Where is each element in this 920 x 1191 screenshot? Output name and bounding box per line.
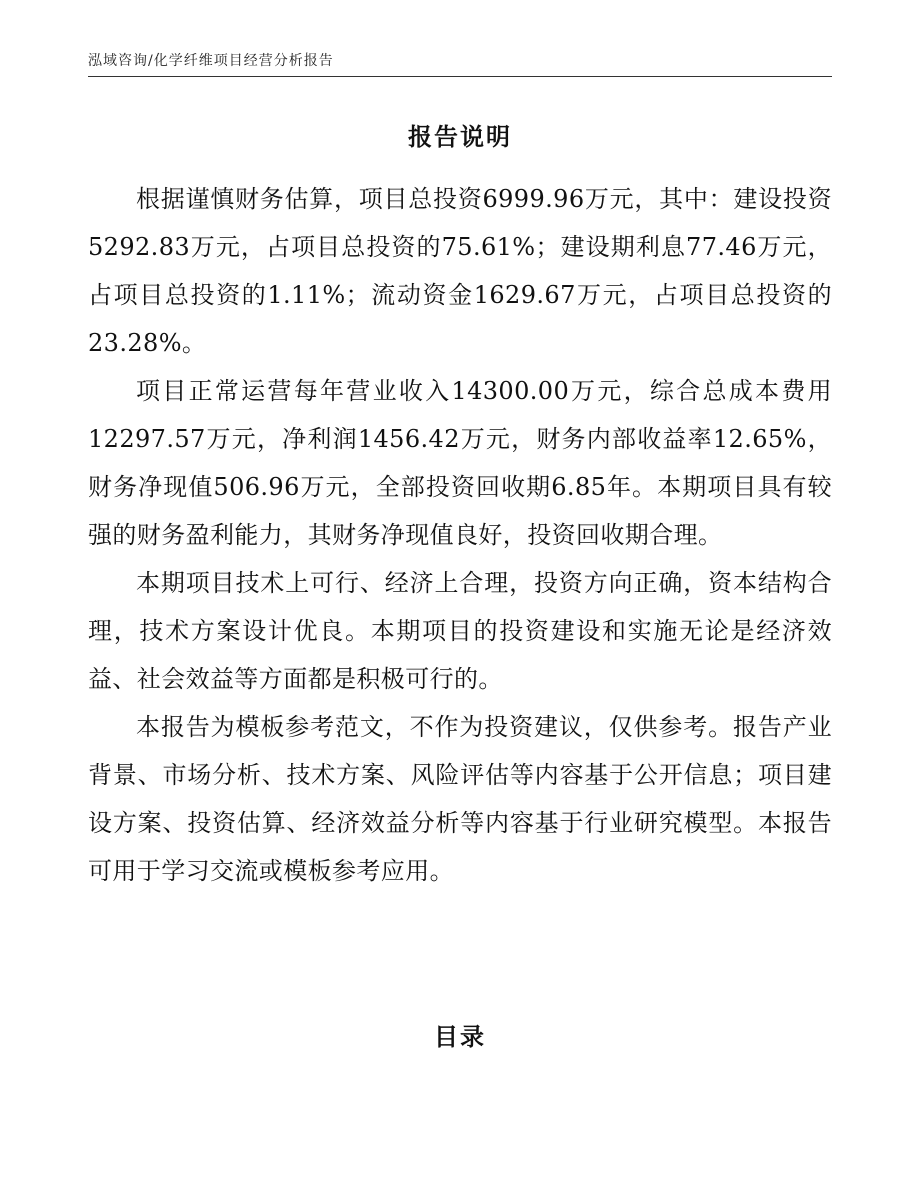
running-header: 泓域咨询/化学纤维项目经营分析报告 bbox=[88, 53, 334, 69]
header-divider bbox=[88, 76, 832, 77]
page-title: 报告说明 bbox=[408, 123, 512, 151]
paragraph-financials: 项目正常运营每年营业收入14300.00万元，综合总成本费用12297.57万元，净利润1456.42万元，财务内部收益率12.65%，财务净现值506.96万元，全部投资回收期6.85年。本期项目具有较强的财务盈利能力，其财务净现值良好，投资回收期合理。 bbox=[88, 377, 832, 549]
paragraph-disclaimer: 本报告为模板参考范文，不作为投资建议，仅供参考。报告产业背景、市场分析、技术方案、风险评估等内容基于公开信息；项目建设方案、投资估算、经济效益分析等内容基于行业研究模型。本报告可用于学习交流或模板参考应用。 bbox=[88, 713, 832, 885]
paragraph-investment: 根据谨慎财务估算，项目总投资6999.96万元，其中：建设投资5292.83万元，占项目总投资的75.61%；建设期利息77.46万元，占项目总投资的1.11%；流动资金1629.67万元，占项目总投资的23.28%。 bbox=[88, 185, 832, 357]
paragraph-feasibility: 本期项目技术上可行、经济上合理，投资方向正确，资本结构合理，技术方案设计优良。本期项目的投资建设和实施无论是经济效益、社会效益等方面都是积极可行的。 bbox=[88, 569, 832, 693]
report-body bbox=[88, 175, 832, 895]
toc-heading: 目录 bbox=[434, 1023, 486, 1051]
